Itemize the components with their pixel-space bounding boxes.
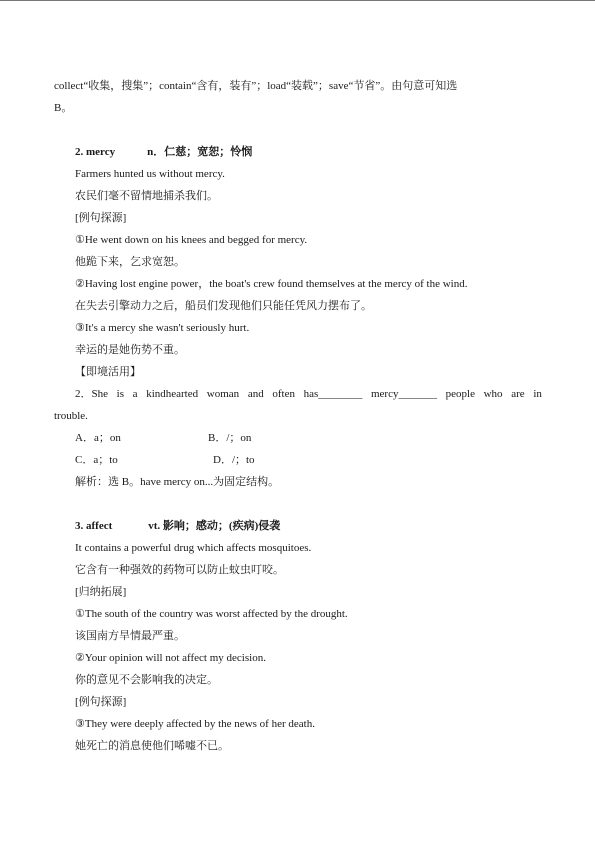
section2-sentence-2-translation: 在失去引擎动力之后，船员们发现他们只能任凭风力摆布了。 [75,300,372,312]
section3-label-summary: [归纳拓展] [75,586,127,598]
intro-line-2: B。 [54,102,73,114]
section2-sentence-3: ③It's a mercy she wasn't seriously hurt. [75,322,250,334]
section2-heading [75,145,252,159]
section3-sentence-3: ③They were deeply affected by the news of her death. [75,718,315,730]
option-b: B．/；on [208,432,252,444]
question-word: people [445,388,475,400]
question-word: 2．She [75,388,108,400]
question-line-2: trouble. [54,410,88,422]
section2-example-translation: 农民们毫不留情地捕杀我们。 [75,190,218,202]
section2-sentence-3-translation: 幸运的是她伤势不重。 [75,344,185,356]
section3-sentence-1: ①The south of the country was worst affected by the drought. [75,608,348,620]
section3-sentence-2: ②Your opinion will not affect my decision. [75,652,266,664]
question-word: and [247,388,264,400]
question-word: a [132,388,138,400]
question-word: has________ [303,388,363,400]
question-word: is [116,388,124,400]
section3-example: It contains a powerful drug which affects mosquitoes. [75,542,312,554]
section2-example: Farmers hunted us without mercy. [75,168,225,180]
question-word: in [533,388,542,400]
section3-sentence-2-translation: 你的意见不会影响我的决定。 [75,674,218,686]
question-line-1 [75,387,542,401]
section2-label-practice: 【即境活用】 [75,366,141,378]
section3-pos-definition: vt. 影响；感动；(疾病)侵袭 [148,520,281,532]
section2-label-examples: [例句探源] [75,212,127,224]
question-word: mercy_______ [370,388,437,400]
intro-line-1: collect“收集，搜集”；contain“含有，装有”；load“装载”；save“节省”。由句意可知选 [54,80,458,92]
question-word: kindhearted [146,388,199,400]
option-a: A．a；on [75,432,121,444]
section2-sentence-2: ②Having lost engine power，the boat's crew found themselves at the mercy of the wind. [75,278,468,290]
question-word: often [272,388,295,400]
question-word: who [483,388,503,400]
question-word: woman [206,388,240,400]
option-c: C．a；to [75,454,118,466]
section2-sentence-1-translation: 他跪下来，乞求宽恕。 [75,256,185,268]
option-d: D．/；to [213,454,255,466]
section3-sentence-1-translation: 该国南方旱情最严重。 [75,630,185,642]
section3-heading [75,519,280,533]
section3-label-examples: [例句探源] [75,696,127,708]
section2-sentence-1: ①He went down on his knees and begged for mercy. [75,234,308,246]
section3-sentence-3-translation: 她死亡的消息使他们唏嘘不已。 [75,740,229,752]
section2-headword: 2. mercy [75,146,116,158]
page-top-rule [0,0,595,1]
question-word: are [511,388,525,400]
analysis: 解析：选 B。have mercy on...为固定结构。 [75,476,280,488]
section2-pos-definition: n．仁慈；宽恕；怜悯 [147,146,253,158]
section3-example-translation: 它含有一种强效的药物可以防止蚊虫叮咬。 [75,564,284,576]
section3-headword: 3. affect [75,520,113,532]
